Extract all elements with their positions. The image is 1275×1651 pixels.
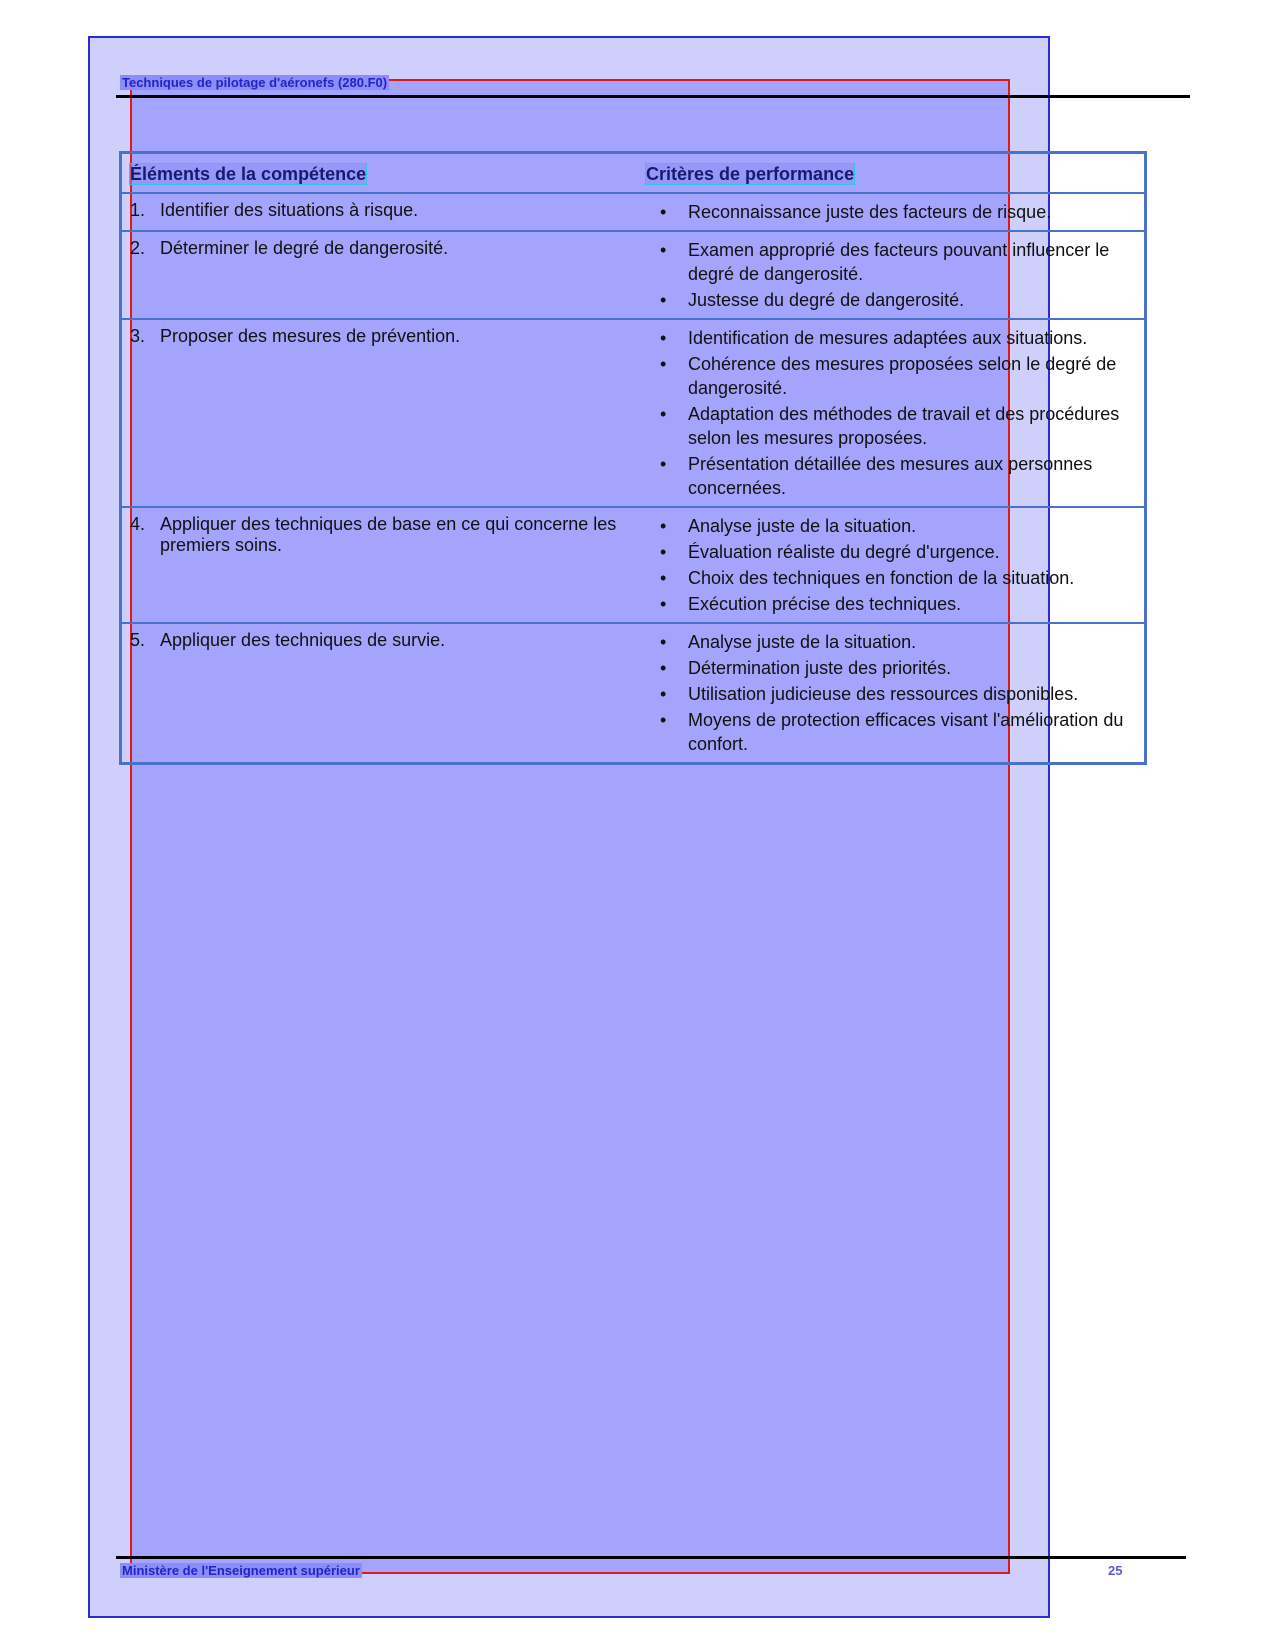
bullet-icon: • <box>660 568 667 588</box>
element-text: Déterminer le degré de dangerosité. <box>160 238 449 258</box>
element-cell <box>121 193 639 231</box>
table-body <box>121 193 1146 764</box>
bullet-icon: • <box>660 594 667 614</box>
element-text: Appliquer des techniques de survie. <box>160 630 446 650</box>
table-row <box>121 507 1146 623</box>
criteria-list <box>646 630 1136 756</box>
list-item <box>646 592 1136 616</box>
element-number: 5. <box>130 630 146 650</box>
element-text: Proposer des mesures de prévention. <box>160 326 461 346</box>
table-header-row <box>121 153 1146 194</box>
list-item <box>646 288 1136 312</box>
list-item <box>646 682 1136 706</box>
list-item <box>646 514 1136 538</box>
criterion-text: Exécution précise des techniques. <box>688 594 962 614</box>
criterion-text: Justesse du degré de dangerosité. <box>688 290 965 310</box>
bullet-icon: • <box>660 632 667 652</box>
bullet-icon: • <box>660 516 667 536</box>
criterion-text: Adaptation des méthodes de travail et des procédures selon les mesures proposées. <box>688 404 1120 448</box>
list-item <box>646 402 1136 450</box>
element-number: 1. <box>130 200 146 220</box>
list-item <box>646 540 1136 564</box>
criterion-text: Choix des techniques en fonction de la situation. <box>688 568 1075 588</box>
list-item <box>646 452 1136 500</box>
criteria-list <box>646 238 1136 312</box>
element-number: 4. <box>130 514 146 534</box>
criterion-text: Cohérence des mesures proposées selon le degré de dangerosité. <box>688 354 1117 398</box>
bullet-icon: • <box>660 354 667 374</box>
bullet-icon: • <box>660 710 667 730</box>
criterion-text: Évaluation réaliste du degré d'urgence. <box>688 542 1000 562</box>
header-rule <box>116 95 1190 98</box>
list-item <box>646 630 1136 654</box>
criterion-text: Analyse juste de la situation. <box>688 516 917 536</box>
element-text: Identifier des situations à risque. <box>160 200 419 220</box>
list-item <box>646 326 1136 350</box>
running-footer: Ministère de l'Enseignement supérieur <box>122 1563 360 1578</box>
criteria-cell <box>638 193 1146 231</box>
element-cell <box>121 231 639 319</box>
bullet-icon: • <box>660 684 667 704</box>
bullet-icon: • <box>660 454 667 474</box>
bullet-icon: • <box>660 542 667 562</box>
criteria-list <box>646 514 1136 616</box>
criterion-text: Moyens de protection efficaces visant l'amélioration du confort. <box>688 710 1124 754</box>
list-item <box>646 352 1136 400</box>
element-cell <box>121 623 639 764</box>
bullet-icon: • <box>660 240 667 260</box>
list-item <box>646 708 1136 756</box>
element-text: Appliquer des techniques de base en ce qui concerne les premiers soins. <box>160 514 617 555</box>
criteria-list <box>646 200 1136 224</box>
criterion-text: Reconnaissance juste des facteurs de risque. <box>688 202 1052 222</box>
footer-rule <box>116 1556 1186 1559</box>
criterion-text: Présentation détaillée des mesures aux personnes concernées. <box>688 454 1093 498</box>
list-item <box>646 566 1136 590</box>
table-row <box>121 231 1146 319</box>
list-item <box>646 200 1136 224</box>
table-row <box>121 193 1146 231</box>
bullet-icon: • <box>660 404 667 424</box>
criterion-text: Examen approprié des facteurs pouvant influencer le degré de dangerosité. <box>688 240 1110 284</box>
criteria-cell <box>638 507 1146 623</box>
bullet-icon: • <box>660 328 667 348</box>
page-number: 25 <box>1108 1563 1123 1578</box>
criterion-text: Détermination juste des priorités. <box>688 658 952 678</box>
criteria-cell <box>638 319 1146 507</box>
criteria-cell <box>638 623 1146 764</box>
column-header-elements: Éléments de la compétence <box>121 153 639 194</box>
bullet-icon: • <box>660 658 667 678</box>
criterion-text: Analyse juste de la situation. <box>688 632 917 652</box>
bullet-icon: • <box>660 202 667 222</box>
list-item <box>646 656 1136 680</box>
column-header-criteria: Critères de performance <box>638 153 1146 194</box>
table-row <box>121 319 1146 507</box>
element-number: 3. <box>130 326 146 346</box>
element-cell <box>121 319 639 507</box>
element-number: 2. <box>130 238 146 258</box>
table-row <box>121 623 1146 764</box>
bullet-icon: • <box>660 290 667 310</box>
criteria-list <box>646 326 1136 500</box>
competence-table <box>119 151 1147 765</box>
criterion-text: Utilisation judicieuse des ressources disponibles. <box>688 684 1079 704</box>
criteria-cell <box>638 231 1146 319</box>
element-cell <box>121 507 639 623</box>
criterion-text: Identification de mesures adaptées aux situations. <box>688 328 1088 348</box>
running-header: Techniques de pilotage d'aéronefs (280.F0) <box>122 75 388 90</box>
list-item <box>646 238 1136 286</box>
